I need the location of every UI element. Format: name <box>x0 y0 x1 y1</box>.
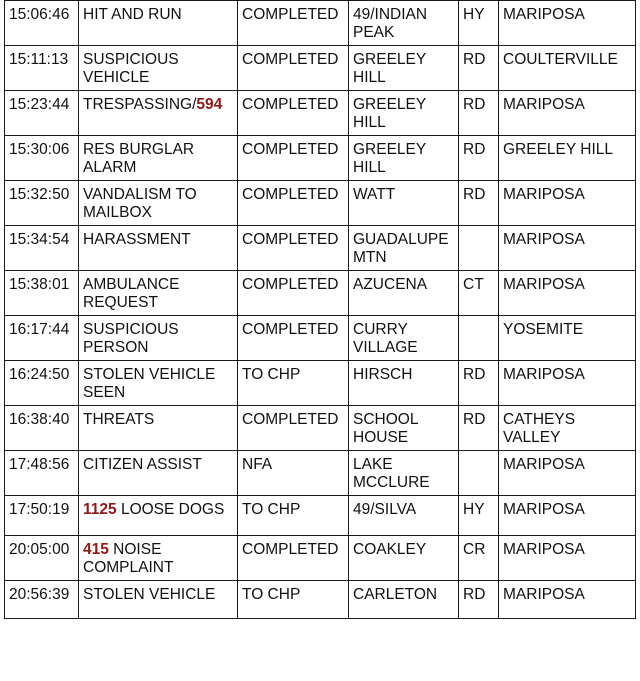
call-type-cell <box>79 91 238 136</box>
call-type-text: SUSPICIOUS PERSON <box>83 321 179 356</box>
table-row <box>5 136 636 181</box>
call-type-text: AMBULANCE REQUEST <box>83 276 180 311</box>
call-type-cell <box>79 536 238 581</box>
street-cell: WATT <box>349 181 459 226</box>
table-row <box>5 271 636 316</box>
status-cell: TO CHP <box>238 496 349 536</box>
call-type-cell <box>79 181 238 226</box>
table-row <box>5 406 636 451</box>
call-type-cell <box>79 361 238 406</box>
city-cell: MARIPOSA <box>499 181 636 226</box>
city-cell: MARIPOSA <box>499 91 636 136</box>
time-cell: 15:30:06 <box>5 136 79 181</box>
street-suffix-cell <box>459 451 499 496</box>
city-cell: MARIPOSA <box>499 451 636 496</box>
call-type-cell <box>79 451 238 496</box>
penal-code: 415 <box>83 541 109 558</box>
time-cell: 17:48:56 <box>5 451 79 496</box>
table-row <box>5 91 636 136</box>
time-cell: 16:17:44 <box>5 316 79 361</box>
call-type-text: CITIZEN ASSIST <box>83 456 202 473</box>
street-cell: GUADALUPE MTN <box>349 226 459 271</box>
city-cell: MARIPOSA <box>499 361 636 406</box>
status-cell: COMPLETED <box>238 271 349 316</box>
call-type-text: NOISE COMPLAINT <box>83 541 174 576</box>
street-suffix-cell: RD <box>459 406 499 451</box>
street-cell: CARLETON <box>349 581 459 619</box>
street-cell: GREELEY HILL <box>349 136 459 181</box>
city-cell: COULTERVILLE <box>499 46 636 91</box>
call-type-cell <box>79 1 238 46</box>
status-cell: COMPLETED <box>238 46 349 91</box>
table-row <box>5 316 636 361</box>
call-type-cell <box>79 46 238 91</box>
street-cell: CURRY VILLAGE <box>349 316 459 361</box>
penal-code: 594 <box>196 96 223 113</box>
city-cell: MARIPOSA <box>499 581 636 619</box>
time-cell: 15:11:13 <box>5 46 79 91</box>
city-cell: MARIPOSA <box>499 536 636 581</box>
status-cell: COMPLETED <box>238 181 349 226</box>
street-cell: GREELEY HILL <box>349 46 459 91</box>
call-type-text: RES BURGLAR ALARM <box>83 141 195 176</box>
city-cell: CATHEYS VALLEY <box>499 406 636 451</box>
street-suffix-cell <box>459 226 499 271</box>
status-cell: TO CHP <box>238 581 349 619</box>
call-type-text: TRESPASSING/ <box>83 96 197 113</box>
status-cell: COMPLETED <box>238 406 349 451</box>
table-row <box>5 181 636 226</box>
street-cell: AZUCENA <box>349 271 459 316</box>
street-cell: 49/SILVA <box>349 496 459 536</box>
city-cell: YOSEMITE <box>499 316 636 361</box>
street-suffix-cell <box>459 316 499 361</box>
call-type-cell <box>79 136 238 181</box>
street-suffix-cell: RD <box>459 181 499 226</box>
status-cell: COMPLETED <box>238 1 349 46</box>
street-suffix-cell: HY <box>459 1 499 46</box>
call-type-text: STOLEN VEHICLE <box>83 586 216 603</box>
time-cell: 17:50:19 <box>5 496 79 536</box>
street-suffix-cell: RD <box>459 361 499 406</box>
street-suffix-cell: RD <box>459 91 499 136</box>
city-cell: MARIPOSA <box>499 226 636 271</box>
status-cell: NFA <box>238 451 349 496</box>
time-cell: 15:38:01 <box>5 271 79 316</box>
street-suffix-cell: CR <box>459 536 499 581</box>
call-type-text: HIT AND RUN <box>83 6 182 23</box>
call-type-cell <box>79 581 238 619</box>
status-cell: COMPLETED <box>238 136 349 181</box>
time-cell: 20:05:00 <box>5 536 79 581</box>
table-row <box>5 536 636 581</box>
call-type-text: LOOSE DOGS <box>116 501 225 518</box>
city-cell: MARIPOSA <box>499 496 636 536</box>
call-type-text: HARASSMENT <box>83 231 191 248</box>
time-cell: 15:06:46 <box>5 1 79 46</box>
status-cell: COMPLETED <box>238 536 349 581</box>
call-type-text: SUSPICIOUS VEHICLE <box>83 51 179 86</box>
table-row <box>5 226 636 271</box>
street-cell: SCHOOL HOUSE <box>349 406 459 451</box>
call-type-cell <box>79 406 238 451</box>
street-cell: GREELEY HILL <box>349 91 459 136</box>
call-type-text: THREATS <box>83 411 155 428</box>
table-row <box>5 496 636 536</box>
time-cell: 15:34:54 <box>5 226 79 271</box>
street-suffix-cell: RD <box>459 581 499 619</box>
table-row <box>5 581 636 619</box>
city-cell: GREELEY HILL <box>499 136 636 181</box>
table-row <box>5 46 636 91</box>
time-cell: 16:38:40 <box>5 406 79 451</box>
street-cell: 49/INDIAN PEAK <box>349 1 459 46</box>
call-log-table <box>4 0 636 619</box>
time-cell: 15:23:44 <box>5 91 79 136</box>
table-row <box>5 361 636 406</box>
time-cell: 15:32:50 <box>5 181 79 226</box>
status-cell: COMPLETED <box>238 316 349 361</box>
call-type-text: VANDALISM TO MAILBOX <box>83 186 197 221</box>
table-row <box>5 451 636 496</box>
street-cell: LAKE MCCLURE <box>349 451 459 496</box>
street-suffix-cell: RD <box>459 46 499 91</box>
call-type-cell <box>79 226 238 271</box>
call-type-text: STOLEN VEHICLE SEEN <box>83 366 216 401</box>
status-cell: COMPLETED <box>238 226 349 271</box>
street-suffix-cell: CT <box>459 271 499 316</box>
street-suffix-cell: RD <box>459 136 499 181</box>
time-cell: 20:56:39 <box>5 581 79 619</box>
street-cell: COAKLEY <box>349 536 459 581</box>
call-type-cell <box>79 271 238 316</box>
status-cell: COMPLETED <box>238 91 349 136</box>
city-cell: MARIPOSA <box>499 1 636 46</box>
call-type-cell <box>79 316 238 361</box>
status-cell: TO CHP <box>238 361 349 406</box>
call-type-cell <box>79 496 238 536</box>
time-cell: 16:24:50 <box>5 361 79 406</box>
penal-code: 1125 <box>83 501 117 518</box>
city-cell: MARIPOSA <box>499 271 636 316</box>
table-row <box>5 1 636 46</box>
street-suffix-cell: HY <box>459 496 499 536</box>
street-cell: HIRSCH <box>349 361 459 406</box>
